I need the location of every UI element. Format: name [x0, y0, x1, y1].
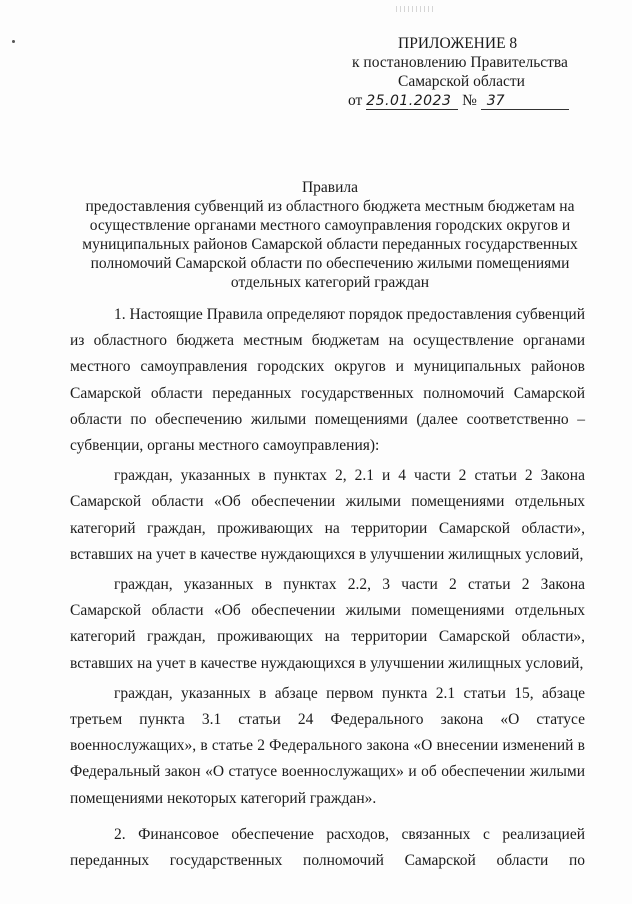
appendix-region-line: Самарской области	[398, 73, 525, 90]
handwritten-number: 37	[481, 94, 569, 110]
title-heading: Правила	[301, 179, 359, 196]
scan-dot	[12, 40, 15, 43]
document-title	[60, 178, 600, 292]
title-line: отдельных категорий граждан	[230, 274, 430, 291]
document-body	[70, 302, 585, 874]
appendix-title: ПРИЛОЖЕНИЕ 8	[398, 35, 518, 52]
title-line: осуществление органами местного самоуправления городских округов и	[89, 217, 571, 234]
appendix-header	[340, 34, 580, 110]
date-prefix: от	[348, 92, 363, 109]
handwritten-date: 25.01.2023	[366, 94, 458, 110]
title-line: полномочий Самарской области по обеспечению жилыми помещениями	[90, 255, 570, 272]
title-line: муниципальных районов Самарской области переданных государственных	[82, 236, 578, 253]
title-line: предоставления субвенций из областного бюджета местным бюджетам на	[85, 198, 575, 215]
paragraph-category-3: граждан, указанных в абзаце первом пункта 2.1 статьи 15, абзаце третьем пункта 3.1 статьи 24 Федерального закона «О статусе военнослужащих», в статье 2 Федерального закона «О внесении изменений в Федеральный закон «О статусе военнослужащих» и об обеспечении жилыми помещениями некоторых категорий граждан».	[70, 684, 585, 807]
paragraph-1: 1. Настоящие Правила определяют порядок предоставления субвенций из областного бюджета местным бюджетам на осуществление органами местного самоуправления городских округов и муниципальных районов Самарской области переданных государственных полномочий Самарской области по обеспечению жилыми помещениями (далее соответственно – субвенции, органы местного самоуправления):	[70, 306, 585, 455]
paragraph-category-1: граждан, указанных в пунктах 2, 2.1 и 4 части 2 статьи 2 Закона Самарской области «Об обеспечении жилыми помещениями отдельных категорий граждан, проживающих на территории Самарской области», вставших на учет в качестве нуждающихся в улучшении жилищных условий,	[70, 467, 585, 563]
appendix-decree-line: к постановлению Правительства	[352, 54, 568, 71]
paragraph-category-2: граждан, указанных в пунктах 2.2, 3 части 2 статьи 2 Закона Самарской области «Об обеспечении жилыми помещениями отдельных категорий граждан, проживающих на территории Самарской области», вставших на учет в качестве нуждающихся в улучшении жилищных условий,	[70, 576, 585, 672]
number-sign: №	[462, 92, 477, 109]
paragraph-2: 2. Финансовое обеспечение расходов, связанных с реализацией переданных государственных полномочий Самарской области по	[70, 825, 585, 870]
appendix-date-line	[340, 91, 580, 110]
scan-speck	[396, 6, 436, 12]
